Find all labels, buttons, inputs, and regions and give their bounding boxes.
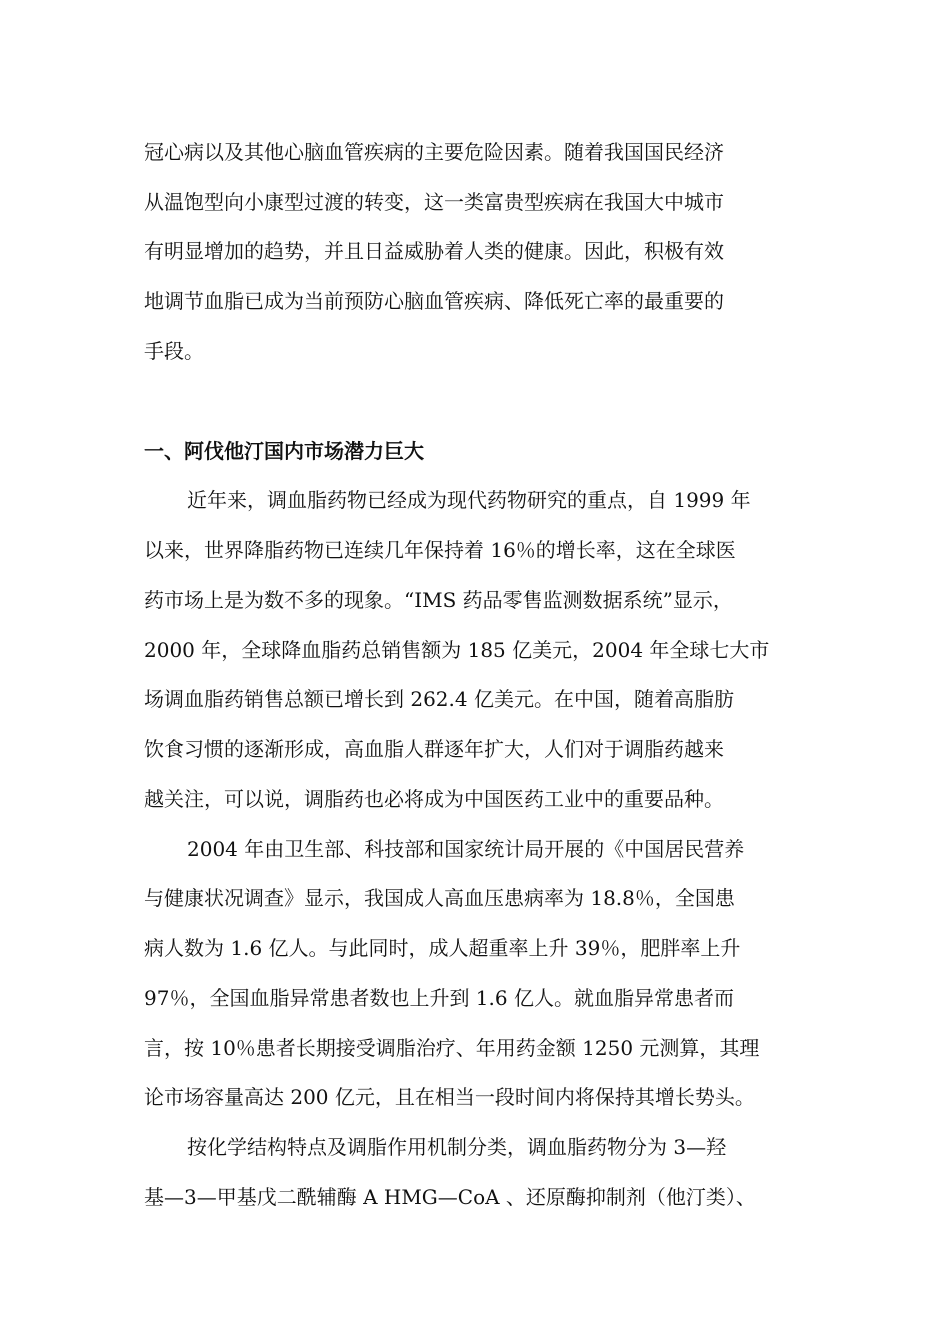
paragraph-1-line-4: 2000 年，全球降血脂药总销售额为 185 亿美元，2004 年全球七大市	[144, 638, 770, 662]
intro-line-4: 地调节血脂已成为当前预防心脑血管疾病、降低死亡率的最重要的	[144, 289, 724, 313]
paragraph-2-line-2: 与健康状况调查》显示，我国成人高血压患病率为 18.8％，全国患	[144, 886, 735, 910]
paragraph-1-line-2: 以来，世界降脂药物已连续几年保持着 16％的增长率，这在全球医	[144, 538, 736, 562]
paragraph-2-line-1: 2004 年由卫生部、科技部和国家统计局开展的《中国居民营养	[187, 837, 745, 861]
paragraph-1-line-7: 越关注，可以说，调脂药也必将成为中国医药工业中的重要品种。	[144, 787, 724, 811]
paragraph-1-line-6: 饮食习惯的逐渐形成，高血脂人群逐年扩大，人们对于调脂药越来	[144, 737, 724, 761]
intro-line-5: 手段。	[144, 339, 204, 363]
paragraph-1-line-1: 近年来，调血脂药物已经成为现代药物研究的重点，自 1999 年	[187, 488, 751, 512]
paragraph-2-line-3: 病人数为 1.6 亿人。与此同时，成人超重率上升 39％，肥胖率上升	[144, 936, 741, 960]
paragraph-1-line-5: 场调血脂药销售总额已增长到 262.4 亿美元。在中国，随着高脂肪	[144, 687, 734, 711]
intro-line-1: 冠心病以及其他心脑血管疾病的主要危险因素。随着我国国民经济	[144, 140, 724, 164]
intro-line-3: 有明显增加的趋势，并且日益威胁着人类的健康。因此，积极有效	[144, 239, 724, 263]
paragraph-2-line-6: 论市场容量高达 200 亿元，且在相当一段时间内将保持其增长势头。	[144, 1085, 755, 1109]
paragraph-2-line-4: 97％，全国血脂异常患者数也上升到 1.6 亿人。就血脂异常患者而	[144, 986, 734, 1010]
intro-line-2: 从温饱型向小康型过渡的转变，这一类富贵型疾病在我国大中城市	[144, 190, 724, 214]
paragraph-2-line-5: 言，按 10％患者长期接受调脂治疗、年用药金额 1250 元测算，其理	[144, 1036, 760, 1060]
paragraph-3-line-2: 基—3—甲基戊二酰辅酶 A HMG—CoA 、还原酶抑制剂（他汀类）、	[144, 1185, 756, 1209]
paragraph-3-line-1: 按化学结构特点及调脂作用机制分类，调血脂药物分为 3—羟	[187, 1135, 727, 1159]
section-heading: 一、阿伐他汀国内市场潜力巨大	[144, 439, 424, 463]
paragraph-1-line-3: 药市场上是为数不多的现象。“IMS 药品零售监测数据系统”显示，	[144, 588, 733, 612]
